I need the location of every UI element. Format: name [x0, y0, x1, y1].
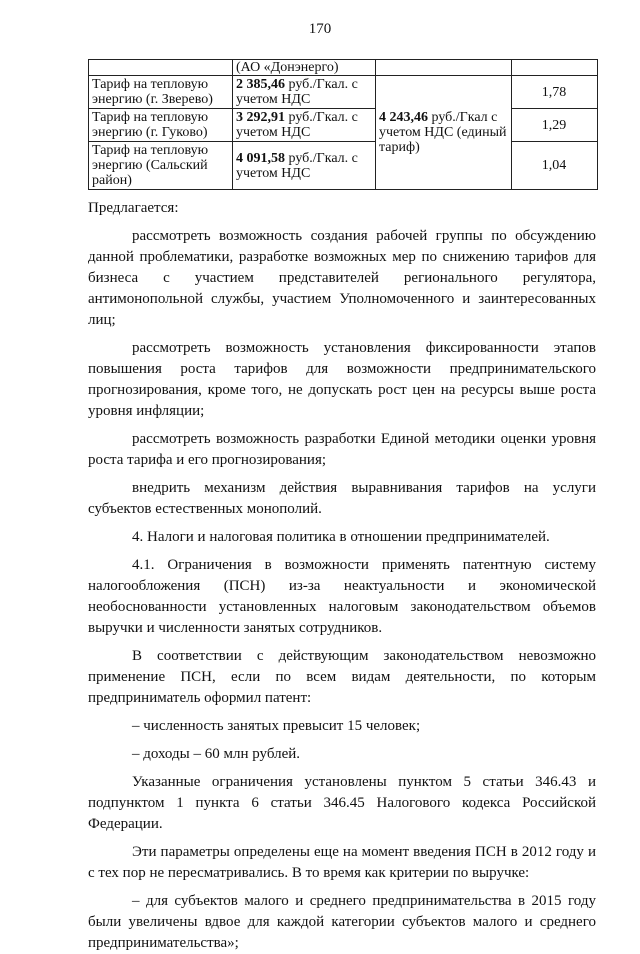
tariff-ratio: 1,04	[512, 142, 598, 190]
tariff-label: Тариф на тепловую энергию (Сальский район)	[89, 142, 233, 190]
body-text	[88, 198, 596, 954]
paragraph: 4.1. Ограничения в возможности применять патентную систему налогообложения (ПСН) из-за неактуальности и экономической необоснованности установленных налоговым законодательством объемов выручки и численности занятых сотрудников.	[88, 557, 596, 636]
price-value: 3 292,91	[236, 110, 285, 125]
unified-tariff	[376, 76, 512, 190]
list-item: – доходы – 60 млн рублей.	[132, 746, 301, 762]
paragraph: рассмотреть возможность создания рабочей группы по обсуждению данной проблематики, разработке возможных мер по снижению тарифов для бизнеса с участием представителей регионального регулятора, антимонопольной службы, участием Уполномоченного и заинтересованных лиц;	[88, 228, 596, 328]
price-value: 4 091,58	[236, 150, 285, 166]
tariff-table	[88, 59, 598, 190]
table-cell	[512, 60, 598, 76]
tariff-label: Тариф на тепловую энергию (г. Гуково)	[89, 109, 233, 142]
paragraph: Предлагается:	[88, 200, 179, 216]
table-cell	[376, 60, 512, 76]
tariff-price	[233, 109, 376, 142]
tariff-price	[233, 76, 376, 109]
list-item: – для субъектов малого и среднего предпринимательства в 2015 году были увеличены вдвое для каждой категории субъектов малого и среднего предпринимательства»;	[88, 893, 596, 951]
price-unit: руб./Гкал. с учетом НДС	[236, 77, 358, 107]
table-cell: (АО «Донэнерго)	[233, 60, 376, 76]
price-value: 2 385,46	[236, 77, 285, 92]
tariff-ratio: 1,78	[512, 76, 598, 109]
table-row	[89, 60, 598, 76]
tariff-label: Тариф на тепловую энергию (г. Зверево)	[89, 76, 233, 109]
paragraph: Эти параметры определены еще на момент введения ПСН в 2012 году и с тех пор не пересматривались. В то время как критерии по выручке:	[88, 844, 596, 881]
tariff-price	[233, 142, 376, 190]
table-cell	[89, 60, 233, 76]
paragraph: рассмотреть возможность установления фиксированности этапов повышения роста тарифов для возможности предпринимательского прогнозирования, кроме того, не допускать рост цен на ресурсы выше роста уровня инфляции;	[88, 340, 596, 419]
paragraph: рассмотреть возможность разработки Единой методики оценки уровня роста тарифа и его прогнозирования;	[88, 431, 596, 468]
table-row	[89, 142, 598, 190]
paragraph: Указанные ограничения установлены пунктом 5 статьи 346.43 и подпунктом 1 пункта 6 статьи 346.45 Налогового кодекса Российской Федерации.	[88, 774, 596, 832]
tariff-ratio: 1,29	[512, 109, 598, 142]
paragraph: В соответствии с действующим законодательством невозможно применение ПСН, если по всем видам деятельности, по которым предприниматель оформил патент:	[88, 648, 596, 706]
price-unit: руб./Гкал. с учетом НДС	[236, 110, 358, 140]
page-number: 170	[308, 21, 332, 37]
price-value: 4 243,46	[379, 110, 428, 125]
paragraph: внедрить механизм действия выравнивания тарифов на услуги субъектов естественных монополий.	[88, 480, 596, 517]
price-unit: руб./Гкал с учетом НДС (единый тариф)	[379, 110, 507, 155]
section-heading: 4. Налоги и налоговая политика в отношении предпринимателей.	[132, 529, 550, 545]
table-row	[89, 76, 598, 109]
table-row	[89, 109, 598, 142]
price-unit: руб./Гкал. с учетом НДС	[236, 150, 358, 181]
list-item: – численность занятых превысит 15 человек;	[132, 718, 421, 734]
